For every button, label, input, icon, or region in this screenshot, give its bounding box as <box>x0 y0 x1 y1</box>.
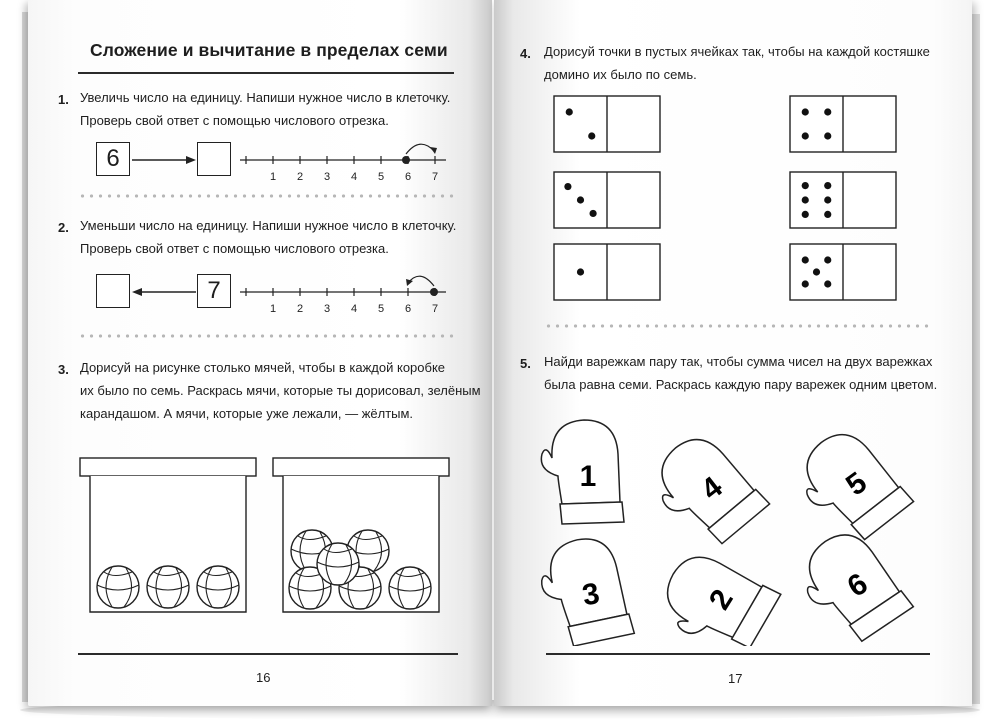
page-number: 17 <box>728 671 743 686</box>
mitten-number: 5 <box>840 465 873 503</box>
task2-number: 2. <box>58 220 69 235</box>
mitten-number: 6 <box>841 566 874 604</box>
ball-boxes-illustration <box>76 454 466 620</box>
domino-dot <box>590 210 597 217</box>
domino-empty-cell[interactable] <box>607 96 660 152</box>
box-1-balls <box>97 566 239 608</box>
ball <box>389 567 431 609</box>
tick-label: 6 <box>404 303 412 315</box>
task1-answer-box[interactable] <box>197 142 231 176</box>
domino-set <box>550 92 930 302</box>
start-point <box>430 288 438 296</box>
task5-text-line2: была равна семи. Раскрась каждую пару варежек одним цветом. <box>544 377 938 392</box>
domino-dot <box>802 256 809 263</box>
tick-label: 5 <box>377 171 385 183</box>
domino-dot <box>824 108 831 115</box>
task1-number: 1. <box>58 92 69 107</box>
domino-dot <box>824 211 831 218</box>
domino-dot <box>802 108 809 115</box>
tick-label: 2 <box>296 303 304 315</box>
domino-dot <box>802 211 809 218</box>
ball <box>317 543 359 585</box>
footer-rule <box>546 653 930 655</box>
domino-1 <box>554 96 660 152</box>
tick-label: 4 <box>350 303 358 315</box>
tick-label: 1 <box>269 303 277 315</box>
task1-arrow <box>130 150 198 170</box>
domino-dot <box>802 132 809 139</box>
domino-dot <box>813 268 820 275</box>
mitten-number: 4 <box>695 470 729 507</box>
domino-3 <box>554 172 660 228</box>
tick-label: 5 <box>377 303 385 315</box>
task5-text-line1: Найди варежкам пару так, чтобы сумма чисел на двух варежках <box>544 354 933 369</box>
domino-dot <box>802 182 809 189</box>
task3-text-line2: их было по семь. Раскрась мячи, которые ты дорисовал, зелёным <box>80 383 481 398</box>
domino-2 <box>790 96 896 152</box>
domino-dot <box>577 268 584 275</box>
tick-label: 3 <box>323 171 331 183</box>
domino-6 <box>790 244 896 300</box>
domino-empty-cell[interactable] <box>843 96 896 152</box>
domino-dot <box>824 182 831 189</box>
mitten-6 <box>789 520 914 646</box>
task2-answer-box[interactable] <box>96 274 130 308</box>
task4-text-line2: домино их было по семь. <box>544 67 697 82</box>
section-divider <box>544 324 930 328</box>
domino-empty-cell[interactable] <box>843 244 896 300</box>
task1-text-line1: Увеличь число на единицу. Напиши нужное число в клеточку. <box>80 90 451 105</box>
tick-label: 3 <box>323 303 331 315</box>
section-divider <box>78 194 458 198</box>
domino-dot <box>564 183 571 190</box>
task2-text-line1: Уменьши число на единицу. Напиши нужное число в клеточку. <box>80 218 457 233</box>
domino-dot <box>824 256 831 263</box>
domino-dot <box>824 280 831 287</box>
task2-given-number-box: 7 <box>197 274 231 308</box>
mitten-number: 1 <box>579 459 597 493</box>
footer-rule <box>78 653 458 655</box>
domino-dot <box>824 132 831 139</box>
mitten-2 <box>642 424 771 557</box>
task2-text-line2: Проверь свой ответ с помощью числового отрезка. <box>80 241 389 256</box>
domino-empty-cell[interactable] <box>607 172 660 228</box>
task4-text-line1: Дорисуй точки в пустых ячейках так, чтобы на каждой костяшке <box>544 44 930 59</box>
task3-text-line1: Дорисуй на рисунке столько мячей, чтобы в каждой коробке <box>80 360 446 375</box>
tick-label: 7 <box>431 171 439 183</box>
mitten-number: 2 <box>702 583 740 616</box>
domino-dot <box>802 280 809 287</box>
tick-label: 7 <box>431 303 439 315</box>
domino-dot <box>824 196 831 203</box>
domino-5 <box>554 244 660 300</box>
domino-dot <box>566 108 573 115</box>
page-title: Сложение и вычитание в пределах семи <box>90 40 448 60</box>
start-point <box>402 156 410 164</box>
ball <box>147 566 189 608</box>
task2-arrow <box>130 282 198 302</box>
domino-empty-cell[interactable] <box>843 172 896 228</box>
domino-4 <box>790 172 896 228</box>
task1-given-number-box: 6 <box>96 142 130 176</box>
mitten-1 <box>541 420 624 524</box>
page-number: 16 <box>256 670 271 685</box>
domino-dot <box>588 132 595 139</box>
ball <box>97 566 139 608</box>
mitten-4 <box>538 533 635 646</box>
mitten-number: 3 <box>579 576 603 613</box>
mitten-5 <box>651 540 783 646</box>
tick-label: 6 <box>404 171 412 183</box>
tick-label: 4 <box>350 171 358 183</box>
task5-number: 5. <box>520 356 531 371</box>
domino-empty-cell[interactable] <box>607 244 660 300</box>
task1-text-line2: Проверь свой ответ с помощью числового отрезка. <box>80 113 389 128</box>
task1-number-line <box>236 134 454 186</box>
tick-label: 1 <box>269 171 277 183</box>
mitten-3 <box>787 419 915 552</box>
section-divider <box>78 334 458 338</box>
ball <box>197 566 239 608</box>
task3-number: 3. <box>58 362 69 377</box>
task4-number: 4. <box>520 46 531 61</box>
mittens-illustration <box>538 406 938 646</box>
tick-label: 2 <box>296 171 304 183</box>
task2-number-line <box>236 266 454 318</box>
title-underline <box>78 72 454 74</box>
domino-dot <box>577 196 584 203</box>
left-page <box>28 0 492 706</box>
right-page <box>494 0 972 706</box>
task3-text-line3: карандашом. А мячи, которые уже лежали, — жёлтым. <box>80 406 414 421</box>
domino-dot <box>802 196 809 203</box>
